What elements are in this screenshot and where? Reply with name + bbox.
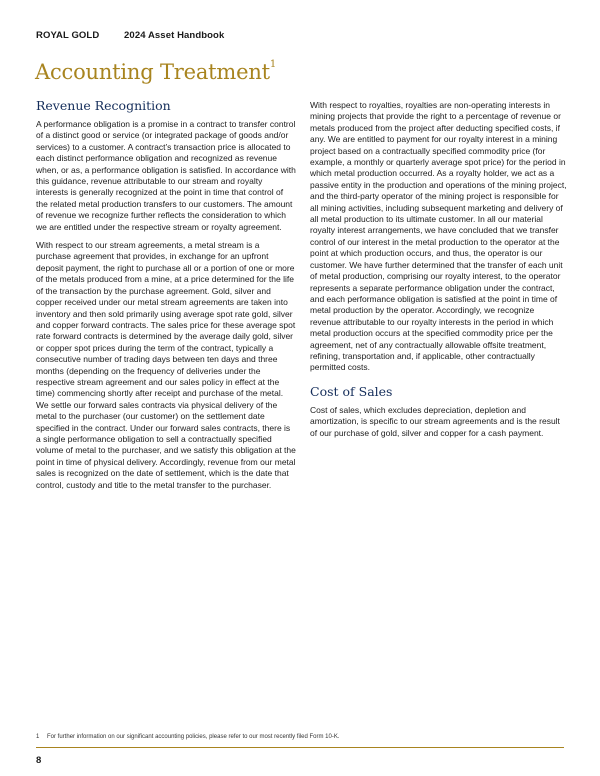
revenue-paragraph-1: A performance obligation is a promise in a contract to transfer control of a distinct good or service (or integrated package of goods and/or services) to a customer. A contract’s transaction price is allocated to each distinct performance obligation and recognized as revenue when, or as, a performance obligation is satisfied. In accordance with this guidance, revenue attributable to our stream and royalty interests is generally recognized at the point in time that control of the related metal production transfers to our customers. The amount of revenue we recognize further reflects the consideration to which we are entitled under the respective stream or royalty agreement. — [36, 119, 296, 232]
revenue-recognition-heading: Revenue Recognition — [36, 98, 171, 113]
title-footnote-mark: 1 — [269, 59, 277, 70]
left-column — [36, 98, 296, 498]
document-title: 2024 Asset Handbook — [124, 30, 225, 41]
footnote-text: For further information on our significant accounting policies, please refer to our most recently filed Form 10-K. — [47, 734, 340, 740]
page-title-text: Accounting Treatment — [35, 60, 270, 84]
page-number: 8 — [36, 755, 42, 766]
cost-of-sales-heading: Cost of Sales — [310, 383, 393, 399]
revenue-paragraph-3: With respect to royalties, royalties are non-operating interests in mining projects that provide the right to a percentage of revenue or metals produced from the project after deducting specified costs, if any. We are entitled to payment for our royalty interest in a mining project based on a contractually specified commodity price (for example, a monthly or quarterly average spot price) for the period in which metal production occurred. As a royalty holder, we act as a passive entity in the production and operations of the mining project, and the third-party operator of the mining project is responsible for all mining activities, including subsequent marketing and delivery of all metal production to its ultimate customer. In all our material royalty interest arrangements, we have concluded that we transfer control of our interest in the metal production to the operator at the point at which production occurs, and thus, the operator is our customer. We have further determined that the transfer of each unit of metal production, comprising our royalty interest, to the operator represents a separate performance obligation under the contract, and each performance obligation is satisfied at the point in time of metal production by the operator. Accordingly, we recognize revenue attributable to our royalty interests in the period in which metal production occurs at the specified commodity price per the agreement, net of any contractually allowable offsite treatment, refining, transportation and, if applicable, other contractually permitted costs. — [310, 100, 567, 373]
brand-name: ROYAL GOLD — [36, 30, 100, 41]
footnote-number: 1 — [36, 734, 40, 740]
page-title — [35, 60, 276, 84]
cost-of-sales-paragraph: Cost of sales, which excludes depreciation, depletion and amortization, is specific to our stream agreements and is the result of our purchase of gold, silver and copper for a cash payment. — [310, 404, 560, 438]
right-column — [310, 100, 567, 446]
revenue-paragraph-2: With respect to our stream agreements, a metal stream is a purchase agreement that provides, in exchange for an upfront deposit payment, the right to purchase all or a portion of one or more of the metals produced from a mine, at a price determined for the life of the transaction by the purchase agreement. Gold, silver and copper received under our metal stream agreements are taken into inventory and then sold primarily using average spot rate gold, silver and copper forward contracts. The sales price for these average spot rate forward contracts is determined by the average daily gold, silver or copper spot prices during the term of the contract, typically a consecutive number of trading days between ten days and three months (depending on the frequency of deliveries under the respective stream agreement and our sales policy in effect at the time) commencing shortly after receipt and purchase of the metal. We settle our forward sales contracts via physical delivery of the metal to the purchaser (our customer) on the settlement date specified in the contract. Under our forward sales contracts, there is a single performance obligation to sell a contractually specified volume of metal to the purchaser, and we satisfy this obligation at the point in time of physical delivery. Accordingly, revenue from our metal sales is recognized on the date of settlement, which is the date that control, custody and title to the metal transfer to the purchaser. — [36, 240, 296, 490]
page-header — [36, 30, 224, 41]
footer-divider — [36, 747, 564, 748]
footnote — [36, 734, 339, 740]
